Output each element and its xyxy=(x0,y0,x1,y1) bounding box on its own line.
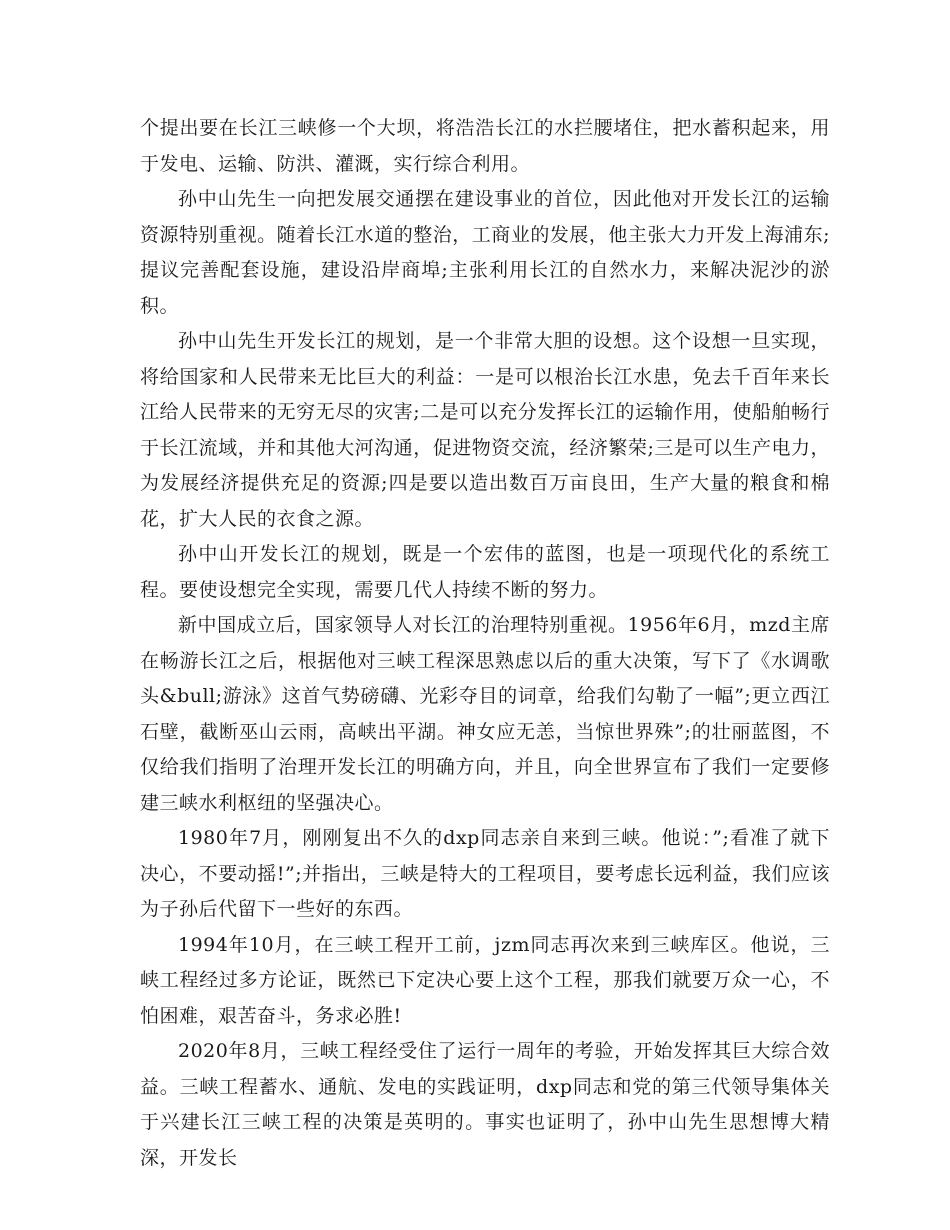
paragraph-4: 孙中山开发长江的规划，既是一个宏伟的蓝图，也是一项现代化的系统工程。要使设想完全实现，需要几代人持续不断的努力。 xyxy=(140,543,830,601)
document-body xyxy=(140,111,830,1176)
paragraph-1: 个提出要在长江三峡修一个大坝，将浩浩长江的水拦腰堵住，把水蓄积起来，用于发电、运输、防洪、灌溉，实行综合利用。 xyxy=(140,117,830,175)
paragraph-8: 2020年8月，三峡工程经受住了运行一周年的考验，开始发挥其巨大综合效益。三峡工程蓄水、通航、发电的实践证明，dxp同志和党的第三代领导集体关于兴建长江三峡工程的决策是英明的。事实也证明了，孙中山先生思想博大精深，开发长 xyxy=(140,1040,830,1169)
paragraph-2: 孙中山先生一向把发展交通摆在建设事业的首位，因此他对开发长江的运输资源特别重视。随着长江水道的整治，工商业的发展，他主张大力开发上海浦东;提议完善配套设施，建设沿岸商埠;主张利用长江的自然水力，来解决泥沙的淤积。 xyxy=(140,188,830,317)
paragraph-3: 孙中山先生开发长江的规划，是一个非常大胆的设想。这个设想一旦实现，将给国家和人民带来无比巨大的利益：一是可以根治长江水患，免去千百年来长江给人民带来的无穷无尽的灾害;二是可以充分发挥长江的运输作用，使船舶畅行于长江流域，并和其他大河沟通，促进物资交流，经济繁荣;三是可以生产电力，为发展经济提供充足的资源;四是要以造出数百万亩良田，生产大量的粮食和棉花，扩大人民的衣食之源。 xyxy=(140,330,830,530)
paragraph-5: 新中国成立后，国家领导人对长江的治理特别重视。1956年6月，mzd主席在畅游长江之后，根据他对三峡工程深思熟虑以后的重大决策，写下了《水调歌头&bull;游泳》这首气势磅礴、光彩夺目的词章，给我们勾勒了一幅”;更立西江石壁，截断巫山云雨，高峡出平湖。神女应无恙，当惊世界殊”;的壮丽蓝图，不仅给我们指明了治理开发长江的明确方向，并且，向全世界宣布了我们一定要修建三峡水利枢纽的坚强决心。 xyxy=(140,614,830,814)
paragraph-6: 1980年7月，刚刚复出不久的dxp同志亲自来到三峡。他说：”;看准了就下决心，不要动摇!”;并指出，三峡是特大的工程项目，要考虑长远利益，我们应该为子孙后代留下一些好的东西。 xyxy=(140,827,830,920)
paragraph-7: 1994年10月，在三峡工程开工前，jzm同志再次来到三峡库区。他说，三峡工程经过多方论证，既然已下定决心要上这个工程，那我们就要万众一心，不怕困难，艰苦奋斗，务求必胜! xyxy=(140,933,830,1027)
